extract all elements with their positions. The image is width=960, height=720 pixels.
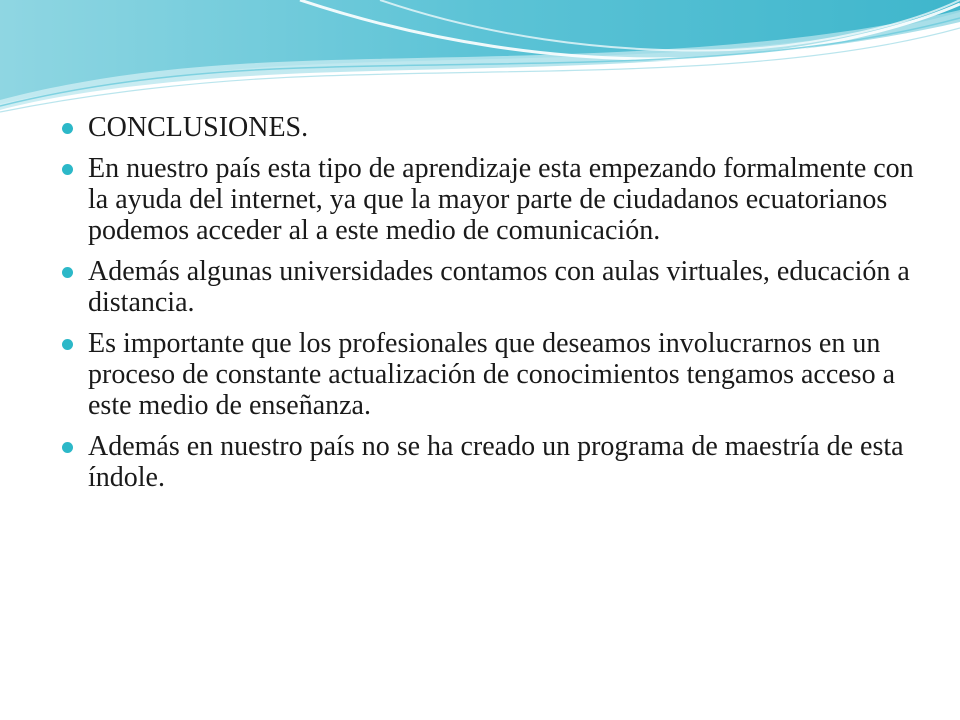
bullet-item: [60, 153, 920, 246]
bullet-item: [60, 431, 920, 493]
bullet-dot-icon: [62, 164, 73, 175]
bullet-dot-icon: [62, 339, 73, 350]
bullet-item: [60, 328, 920, 421]
bullet-text: CONCLUSIONES.: [88, 112, 309, 143]
bullet-dot-icon: [62, 123, 73, 134]
bullet-item: [60, 256, 920, 318]
bullet-text: Además algunas universidades contamos con aulas virtuales, educación a distancia.: [88, 256, 910, 318]
bullet-list: [60, 112, 920, 493]
bullet-text: Además en nuestro país no se ha creado un programa de maestría de esta índole.: [88, 431, 904, 493]
bullet-item-title: [60, 112, 920, 143]
slide-content: [60, 112, 920, 503]
bullet-dot-icon: [62, 267, 73, 278]
bullet-text: En nuestro país esta tipo de aprendizaje esta empezando formalmente con la ayuda del internet, ya que la mayor parte de ciudadanos ecuatorianos podemos acceder al a este medio de comunicación.: [88, 153, 914, 246]
wave-header-decoration: [0, 0, 960, 120]
bullet-dot-icon: [62, 442, 73, 453]
bullet-text: Es importante que los profesionales que deseamos involucrarnos en un proceso de constante actualización de conocimientos tengamos acceso a este medio de enseñanza.: [88, 328, 895, 421]
